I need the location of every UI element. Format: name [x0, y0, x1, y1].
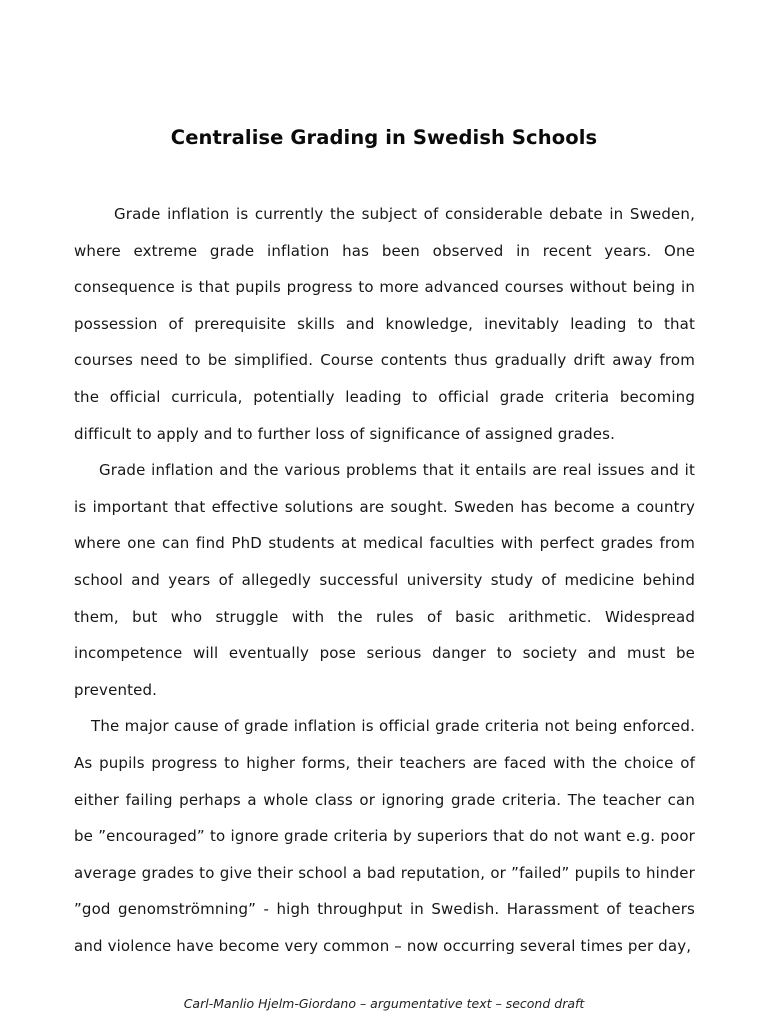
document-title: Centralise Grading in Swedish Schools: [170, 126, 598, 149]
paragraph-2: Grade inflation and the various problems that it entails are real issues and it is important that effective solutions are sought. Sweden has become a country where one can find PhD students at medical faculties with perfect grades from school and years of allegedly successful university study of medicine behind them, but who struggle with the rules of basic arithmetic. Widespread incompetence will eventually pose serious danger to society and must be prevented.: [74, 461, 695, 699]
paragraph-3: The major cause of grade inflation is official grade criteria not being enforced. As pupils progress to higher forms, their teachers are faced with the choice of either failing perhaps a whole class or ignoring grade criteria. The teacher can be ”encouraged” to ignore grade criteria by superiors that do not want e.g. poor average grades to give their school a bad reputation, or ”failed” pupils to hinder ”god genomströmning” - high throughput in Swedish. Harassment of teachers and violence have become very common – now occurring several times per day,: [74, 717, 695, 955]
document-body: [74, 196, 695, 964]
paragraph-1: Grade inflation is currently the subject of considerable debate in Sweden, where extreme grade inflation has been observed in recent years. One consequence is that pupils progress to more advanced courses without being in possession of prerequisite skills and knowledge, inevitably leading to that courses need to be simplified. Course contents thus gradually drift away from the official curricula, potentially leading to official grade criteria becoming difficult to apply and to further loss of significance of assigned grades.: [74, 205, 695, 443]
page-footer: Carl-Manlio Hjelm-Giordano – argumentative text – second draft: [183, 996, 585, 1011]
